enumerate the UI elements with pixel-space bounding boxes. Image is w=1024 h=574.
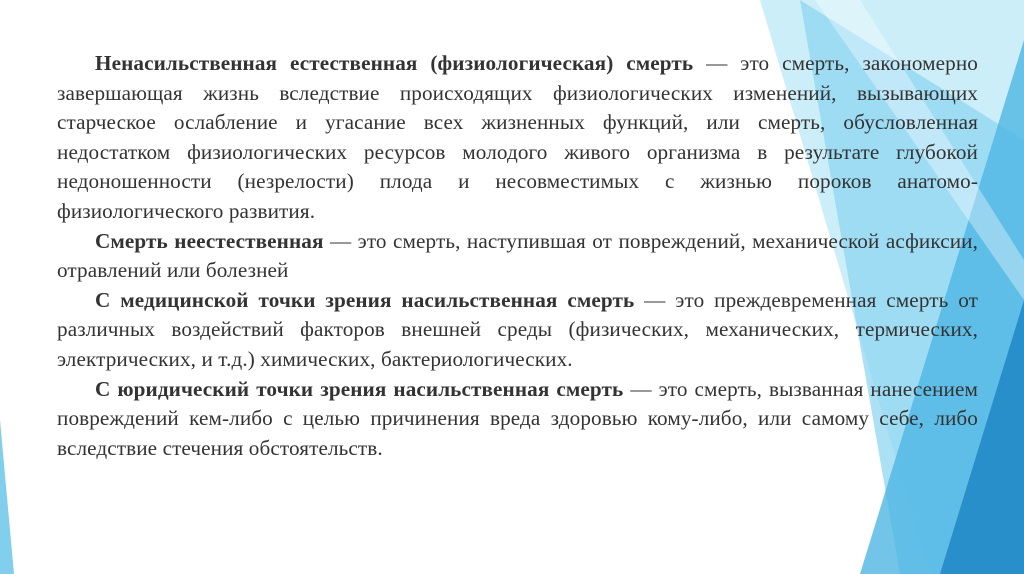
definition-term-1: Ненасильственная естественная (физиологическая) смерть bbox=[95, 51, 694, 75]
definition-text-1: — это смерть, закономерно завершающая жизнь вследствие происходящих физиологических изменений, вызывающих старческое ослабление и угасание всех жизненных функций, или смерть, обусловленная недостатком физиологических ресурсов молодого живого организма в результате глубокой недоношенности (незрелости) плода и несовместимых с жизнью пороков анатомо-физиологического развития. bbox=[57, 51, 978, 223]
left-edge-accent bbox=[0, 420, 14, 574]
definition-text-block bbox=[57, 49, 978, 463]
definition-text-2: — это смерть, наступившая от повреждений, механической асфиксии, отравлений или болезней bbox=[57, 228, 978, 283]
definition-term-4: С юридический точки зрения насильственная смерть bbox=[95, 376, 624, 401]
definition-term-2: Смерть неестественная bbox=[95, 228, 324, 253]
definition-paragraph-3 bbox=[57, 286, 978, 375]
definition-paragraph-2 bbox=[57, 227, 978, 286]
definition-text-3: — это преждевременная смерть от различных воздействий факторов внешней среды (физических, механических, термических, электрических, и т.д.) химических, бактериологических. bbox=[57, 287, 978, 371]
definition-paragraph-1 bbox=[57, 49, 978, 227]
definition-text-4: — это смерть, вызванная нанесением повреждений кем-либо с целью причинения вреда здоровью кому-либо, или самому себе, либо вследствие стечения обстоятельств. bbox=[57, 376, 978, 460]
definition-term-3: С медицинской точки зрения насильственная смерть bbox=[95, 287, 635, 312]
definition-paragraph-4 bbox=[57, 375, 978, 464]
